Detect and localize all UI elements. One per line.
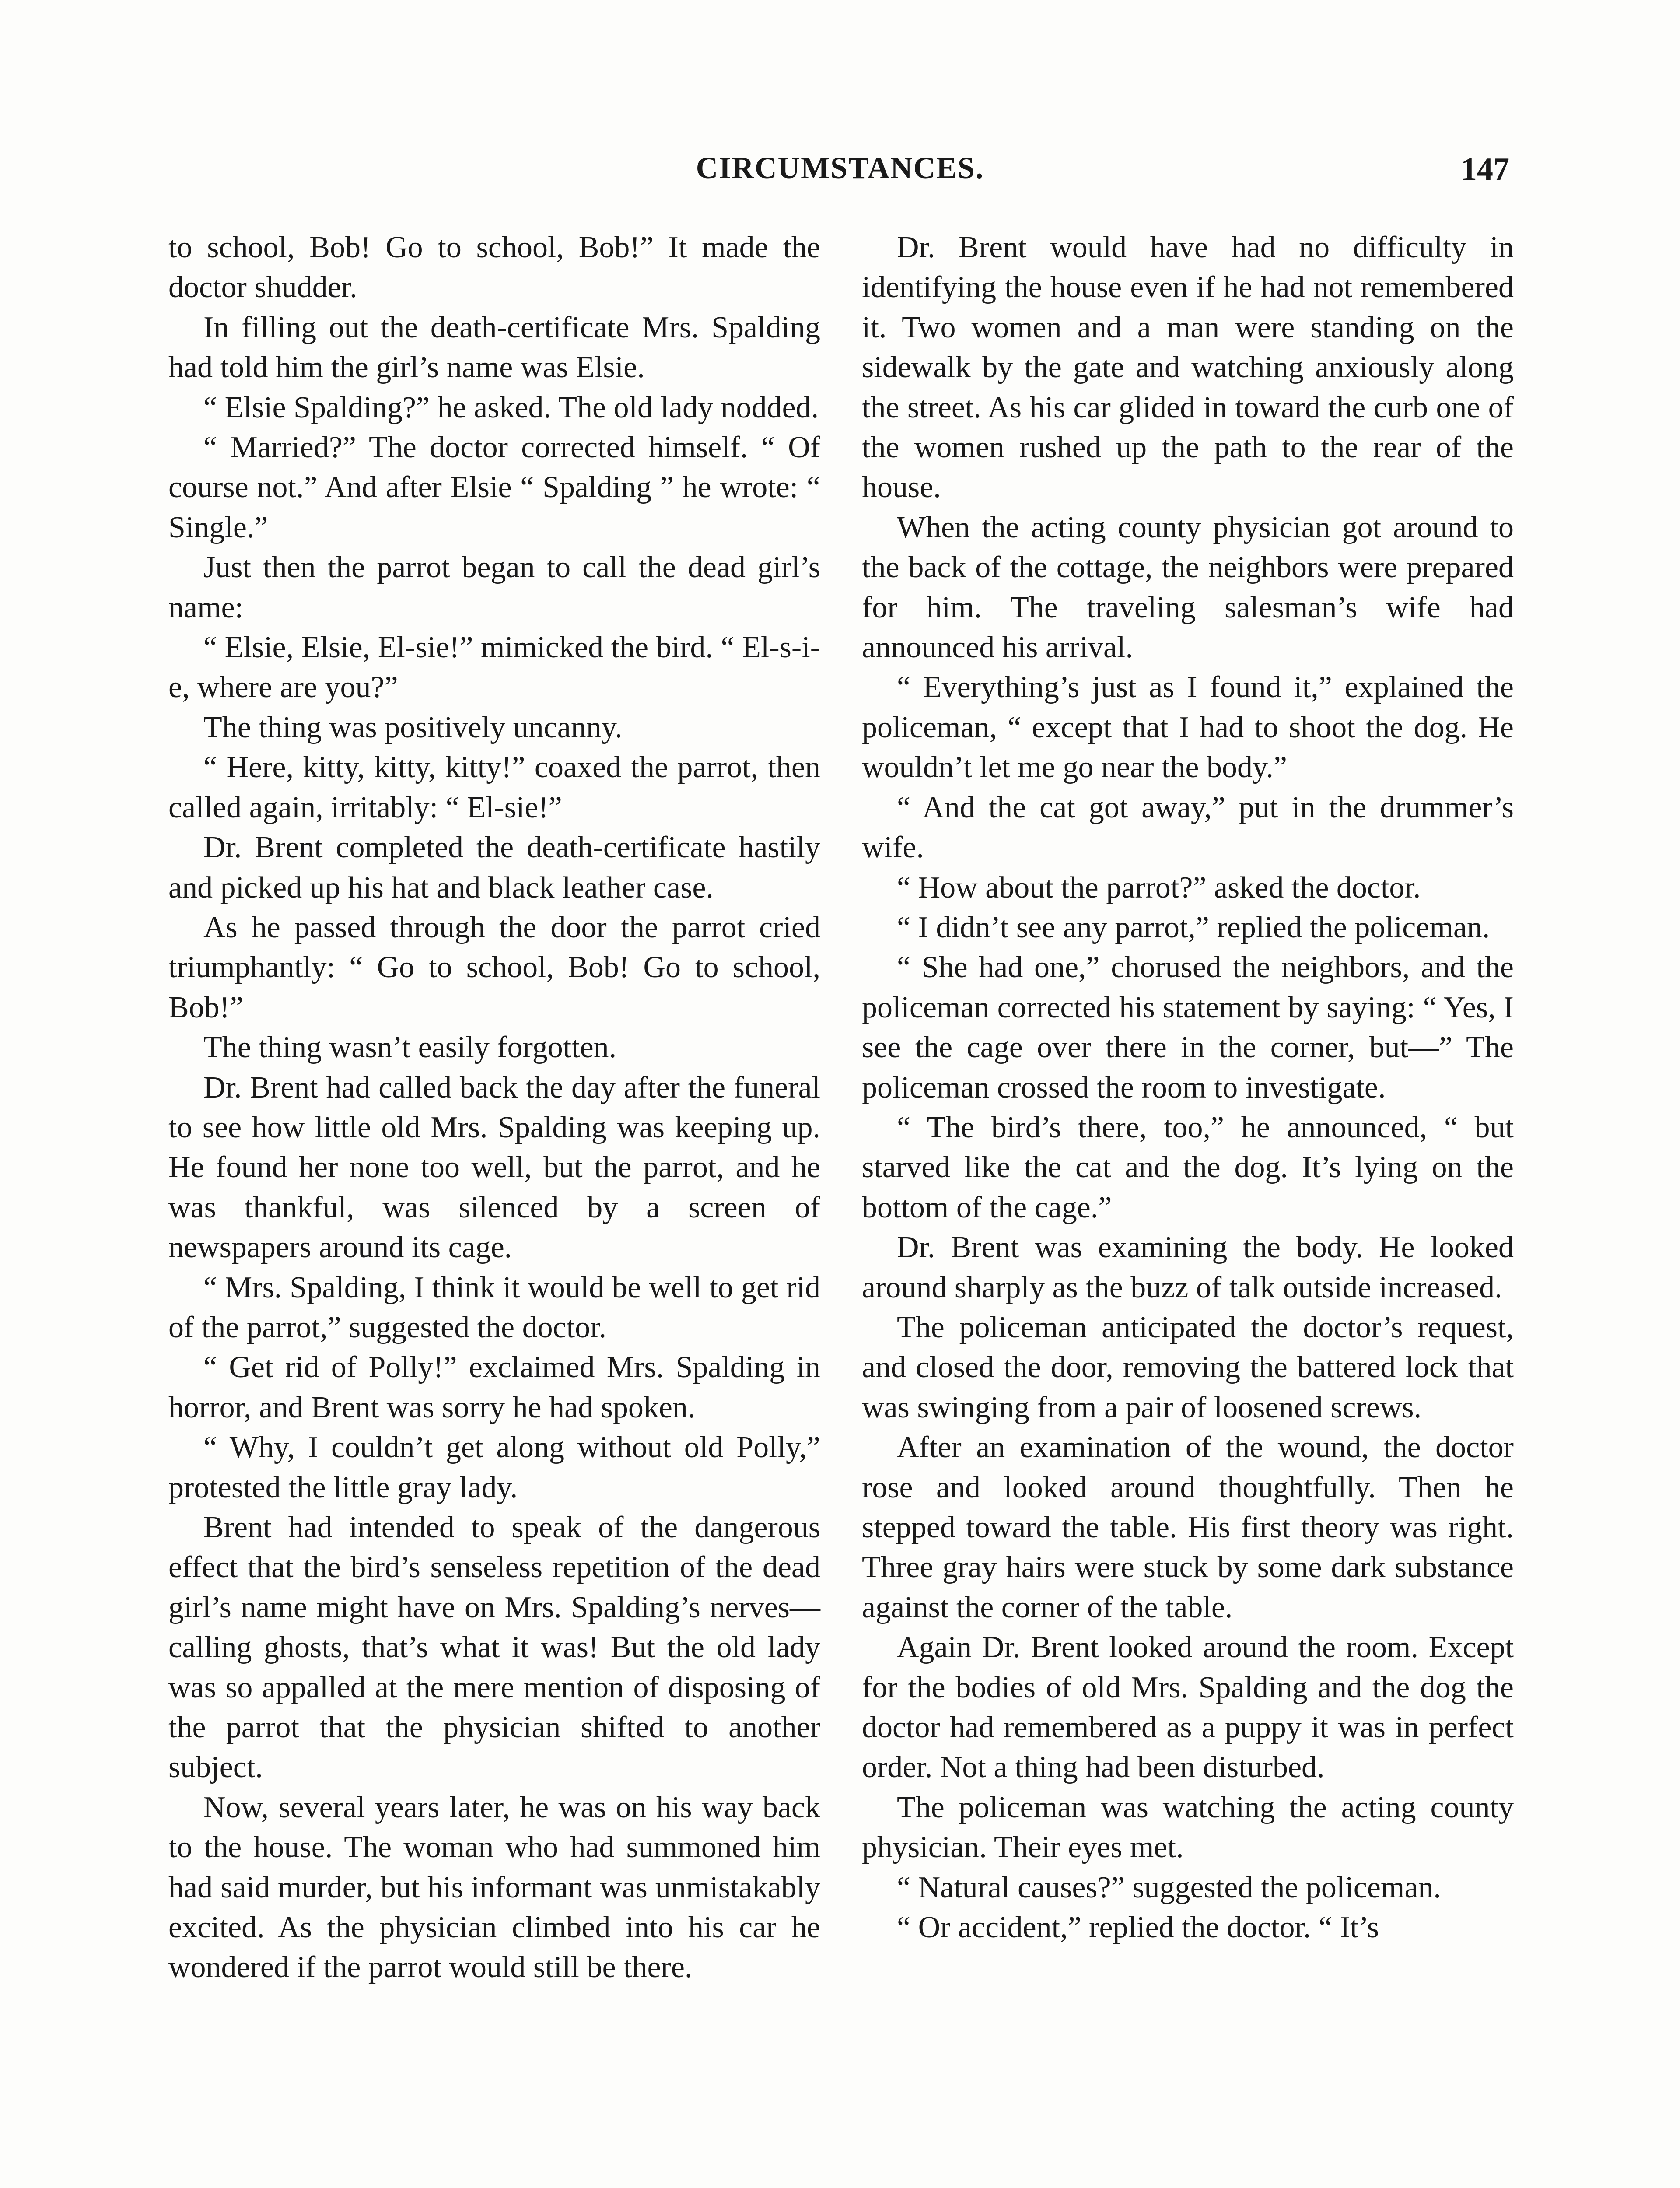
paragraph: “ Mrs. Spalding, I think it would be well to get rid of the parrot,” suggested the doctor. (168, 1270, 820, 1344)
running-head (171, 151, 1509, 199)
paragraph: “ Elsie Spalding?” he asked. The old lady nodded. (203, 390, 819, 424)
paragraph: Just then the parrot began to call the dead girl’s name: (168, 551, 820, 624)
paragraph: Dr. Brent was examining the body. He looked around sharply as the buzz of talk outside increased. (862, 1231, 1514, 1304)
paragraph: “ Or accident,” replied the doctor. “ It’s (897, 1911, 1379, 1945)
paragraph: In filling out the death-certificate Mrs. Spalding had told him the girl’s name was Elsie. (168, 310, 820, 385)
paragraph: Dr. Brent had called back the day after the funeral to see how little old Mrs. Spalding was keeping up. He found her none too well, but the parrot, and he was thankful, was silenced by a screen of newspapers around its cage. (168, 1070, 820, 1265)
paragraph: “ The bird’s there, too,” he announced, “ but starved like the cat and the dog. It’s lying on the bottom of the cage.” (862, 1110, 1514, 1224)
paragraph: “ And the cat got away,” put in the drummer’s wife. (862, 790, 1514, 865)
paragraph: When the acting county physician got around to the back of the cottage, the neighbors were prepared for him. The traveling salesman’s wife had announced his arrival. (862, 510, 1514, 665)
paragraph: Dr. Brent would have had no difficulty in identifying the house even if he had not remembered it. Two women and a man were standing on the sidewalk by the gate and watching anxiously along the street. As his car glided in toward the curb one of the women rushed up the path to the rear of the house. (862, 231, 1514, 505)
paragraph: “ Married?” The doctor corrected himself. “ Of course not.” And after Elsie “ Spalding ” he wrote: “ Single.” (168, 431, 820, 544)
paragraph: to school, Bob! Go to school, Bob!” It made the doctor shudder. (168, 231, 820, 305)
page-number: 147 (1461, 151, 1509, 187)
paragraph: “ Natural causes?” suggested the policeman. (897, 1870, 1441, 1904)
chapter-title: CIRCUMSTANCES. (696, 151, 984, 185)
paragraph: After an examination of the wound, the doctor rose and looked around thoughtfully. Then he stepped toward the table. His first theory was right. Three gray hairs were stuck by some dark substance against the corner of the table. (862, 1431, 1514, 1624)
paragraph: The thing wasn’t easily forgotten. (203, 1031, 617, 1065)
paragraph: Dr. Brent completed the death-certificate hastily and picked up his hat and black leather case. (168, 831, 820, 905)
paragraph: “ Why, I couldn’t get along without old Polly,” protested the little gray lady. (168, 1431, 820, 1504)
paragraph: “ I didn’t see any parrot,” replied the policeman. (897, 910, 1490, 944)
paragraph: The thing was positively uncanny. (203, 710, 623, 744)
paragraph: “ Elsie, Elsie, El-sie!” mimicked the bird. “ El-s-i-e, where are you?” (168, 631, 820, 705)
paragraph: “ How about the parrot?” asked the doctor. (897, 870, 1421, 905)
paragraph: Brent had intended to speak of the dangerous effect that the bird’s senseless repetition of the dead girl’s name might have on Mrs. Spalding’s nerves—calling ghosts, that’s what it was! But the old lady was so appalled at the mere mention of disposing of the parrot that the physician shifted to another subject. (168, 1511, 820, 1785)
paragraph: Now, several years later, he was on his way back to the house. The woman who had summoned him had said murder, but his informant was unmistakably excited. As the physician climbed into his car he wondered if the parrot would still be there. (168, 1790, 820, 1985)
paragraph: The policeman anticipated the doctor’s request, and closed the door, removing the battered lock that was swinging from a pair of loosened screws. (862, 1310, 1514, 1424)
paragraph: As he passed through the door the parrot cried triumphantly: “ Go to school, Bob! Go to school, Bob!” (168, 910, 820, 1024)
paragraph: “ Get rid of Polly!” exclaimed Mrs. Spalding in horror, and Brent was sorry he had spoken. (168, 1350, 820, 1424)
paragraph: The policeman was watching the acting county physician. Their eyes met. (862, 1790, 1514, 1865)
right-column (862, 228, 1514, 1947)
left-column (168, 228, 820, 1988)
paragraph: “ She had one,” chorused the neighbors, and the policeman corrected his statement by saying: “ Yes, I see the cage over there in the corner, but—” The policeman crossed the room to investigate. (862, 950, 1514, 1105)
paragraph: Again Dr. Brent looked around the room. Except for the bodies of old Mrs. Spalding and the dog the doctor had remembered as a puppy it was in perfect order. Not a thing had been disturbed. (862, 1630, 1514, 1785)
paragraph: “ Everything’s just as I found it,” explained the policeman, “ except that I had to shoot the dog. He wouldn’t let me go near the body.” (862, 670, 1514, 785)
paragraph: “ Here, kitty, kitty, kitty!” coaxed the parrot, then called again, irritably: “ El-sie!” (168, 750, 820, 824)
